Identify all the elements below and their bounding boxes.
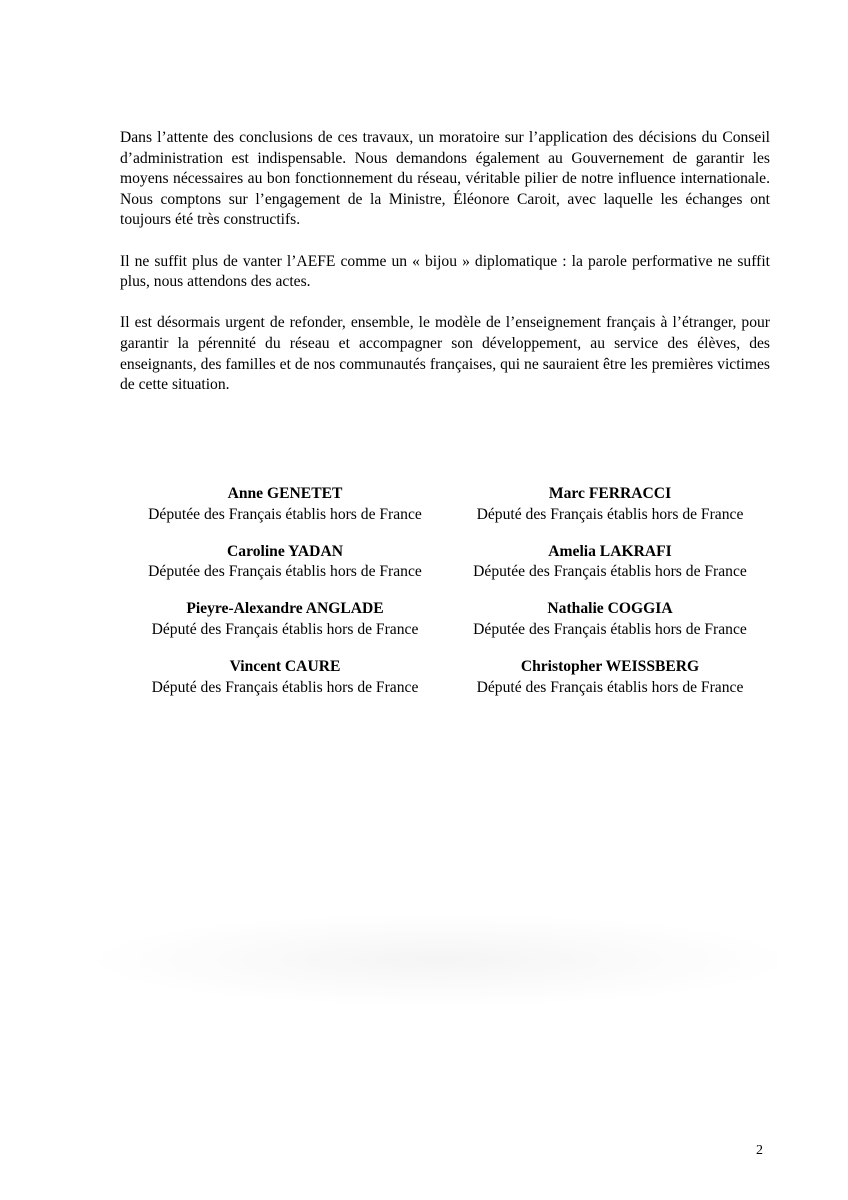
- signatory-title: Députée des Français établis hors de France: [473, 620, 747, 638]
- signatures-block: [120, 484, 770, 698]
- paragraph-bijou: Il ne suffit plus de vanter l’AEFE comme un « bijou » diplomatique : la parole performative ne suffit plus, nous attendons des actes.: [120, 252, 770, 291]
- signatory-name: Marc FERRACCI: [548, 485, 672, 502]
- signatory-name: Amelia LAKRAFI: [548, 542, 672, 560]
- signatory-title: Député des Français établis hors de France: [476, 678, 744, 696]
- signatory-title: Députée des Français établis hors de France: [148, 563, 422, 581]
- letter-body: [120, 128, 770, 416]
- signatory: [450, 599, 770, 640]
- signatory-name: Christopher WEISSBERG: [520, 658, 700, 676]
- signatory-name: Pieyre-Alexandre ANGLADE: [186, 600, 384, 618]
- signatory-title: Député des Français établis hors de France: [151, 678, 419, 696]
- signatory: [120, 484, 450, 525]
- signatory-name: Vincent CAURE: [229, 658, 341, 676]
- signatory-title: Député des Français établis hors de France: [476, 505, 744, 523]
- page-number: 2: [756, 1143, 763, 1158]
- signatory: [450, 542, 770, 583]
- signatory: [120, 657, 450, 698]
- signatory-title: Députée des Français établis hors de France: [473, 563, 747, 581]
- paragraph-moratoire: Dans l’attente des conclusions de ces travaux, un moratoire sur l’application des décisions du Conseil d’administration est indispensable. Nous demandons également au Gouvernement de garantir les moyens nécessaires au bon fonctionnement du réseau, véritable pilier de notre influence internationale. Nous comptons sur l’engagement de la Ministre, Éléonore Caroit, avec laquelle les échanges ont toujours été très constructifs.: [120, 129, 770, 229]
- scan-smudge: [100, 915, 780, 1005]
- signatory-name: Anne GENETET: [227, 485, 343, 502]
- signatory-title: Député des Français établis hors de France: [151, 620, 419, 638]
- signatory: [120, 599, 450, 640]
- signatory: [450, 657, 770, 698]
- signatory-name: Nathalie COGGIA: [547, 600, 673, 618]
- signatory-name: Caroline YADAN: [227, 542, 343, 560]
- signatory: [120, 542, 450, 583]
- signatory: [450, 484, 770, 525]
- signatory-title: Députée des Français établis hors de France: [148, 505, 422, 523]
- paragraph-refonder: Il est désormais urgent de refonder, ensemble, le modèle de l’enseignement français à l’étranger, pour garantir la pérennité du réseau et accompagner son développement, au service des élèves, des enseignants, des familles et de nos communautés françaises, qui ne sauraient être les premières victimes de cette situation.: [120, 314, 770, 394]
